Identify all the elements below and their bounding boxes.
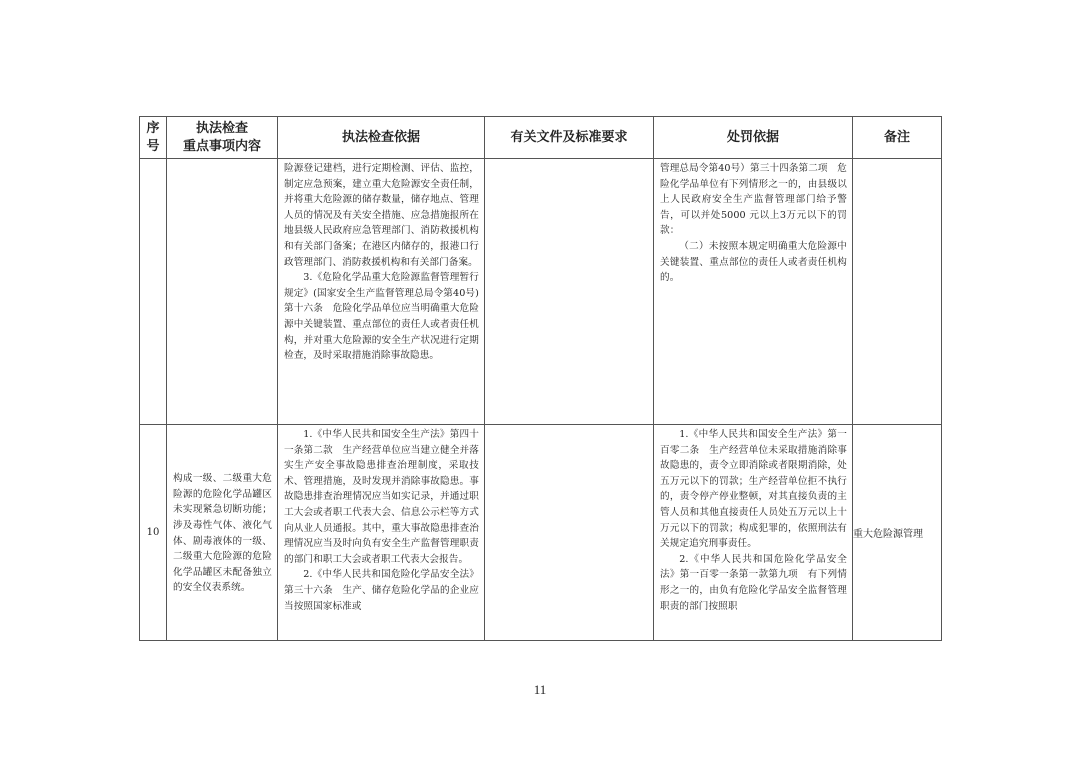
table-row [140, 425, 942, 641]
row2-penalty-para: 2.《中华人民共和国危险化学品安全法》第一百零一条第一款第九项 有下列情形之一的，由负有危险化学品安全监督管理职责的部门按照职 [660, 553, 847, 612]
row1-item [167, 159, 278, 425]
table-row [140, 159, 942, 425]
row2-basis-para: 2.《中华人民共和国危险化学品安全法》第三十六条 生产、储存危险化学品的企业应当按照国家标准或 [284, 569, 479, 612]
row2-remark: 重大危险源管理 [853, 425, 942, 641]
row2-penalty [654, 425, 853, 641]
header-item: 执法检查 重点事项内容 [167, 117, 278, 159]
row1-penalty-para: 管理总局令第40号）第三十四条第二项 危险化学品单位有下列情形之一的，由县级以上人民政府安全生产监督管理部门给予警告，可以并处5000 元以上3万元以下的罚款： [660, 163, 847, 237]
table-header-row [140, 117, 942, 159]
row2-seq: 10 [140, 425, 167, 641]
row2-standards [485, 425, 654, 641]
row2-basis [278, 425, 485, 641]
row1-basis-para: 险源登记建档，进行定期检测、评估、监控，制定应急预案，建立重大危险源安全责任制，并将重大危险源的储存数量，储存地点、管理人员的情况及有关安全措施、应急措施报所在地县级人民政府应急管理部门、消防救援机构和有关部门备案；在港区内储存的，报港口行政管理部门、消防救援机构和有关部门备案。 [284, 163, 479, 268]
row1-standards [485, 159, 654, 425]
header-seq: 序 号 [140, 117, 167, 159]
row1-penalty [654, 159, 853, 425]
row2-item-text: 构成一级、二级重大危险源的危险化学品罐区未实现紧急切断功能；涉及毒性气体、液化气体、剧毒液体的一级、二级重大危险源的危险化学品罐区未配备独立的安全仪表系统。 [173, 473, 272, 594]
row1-remark [853, 159, 942, 425]
row1-penalty-para: （二）未按照本规定明确重大危险源中关键装置、重点部位的责任人或者责任机构的。 [660, 240, 847, 284]
header-standards: 有关文件及标准要求 [485, 117, 654, 159]
row1-basis [278, 159, 485, 425]
header-remark: 备注 [853, 117, 942, 159]
header-basis: 执法检查依据 [278, 117, 485, 159]
row1-basis-para: 3.《危险化学品重大危险源监督管理暂行规定》(国家安全生产监督管理总局令第40号)第十六条 危险化学品单位应当明确重大危险源中关键装置、重点部位的责任人或者责任机构，并对重大危险源的安全生产状况进行定期检查，及时采取措施消除事故隐患。 [284, 272, 479, 362]
row2-item [167, 425, 278, 641]
inspection-table [139, 116, 942, 641]
row2-basis-para: 1.《中华人民共和国安全生产法》第四十一条第二款 生产经营单位应当建立健全并落实生产安全事故隐患排查治理制度，采取技术、管理措施，及时发现并消除事故隐患。事故隐患排查治理情况应当如实记录，并通过职工大会或者职工代表大会、信息公示栏等方式向从业人员通报。其中，重大事故隐患排查治理情况应当及时向负有安全生产监督管理职责的部门和职工大会或者职工代表大会报告。 [284, 429, 479, 565]
page-number: 11 [533, 682, 547, 697]
row1-seq [140, 159, 167, 425]
row2-penalty-para: 1.《中华人民共和国安全生产法》第一百零二条 生产经营单位未采取措施消除事故隐患的，责令立即消除或者限期消除，处五万元以下的罚款；生产经营单位拒不执行的，责令停产停业整顿，对其直接负责的主管人员和其他直接责任人员处五万元以上十万元以下的罚款；构成犯罪的，依照刑法有关规定追究刑事责任。 [660, 429, 847, 550]
header-penalty: 处罚依据 [654, 117, 853, 159]
